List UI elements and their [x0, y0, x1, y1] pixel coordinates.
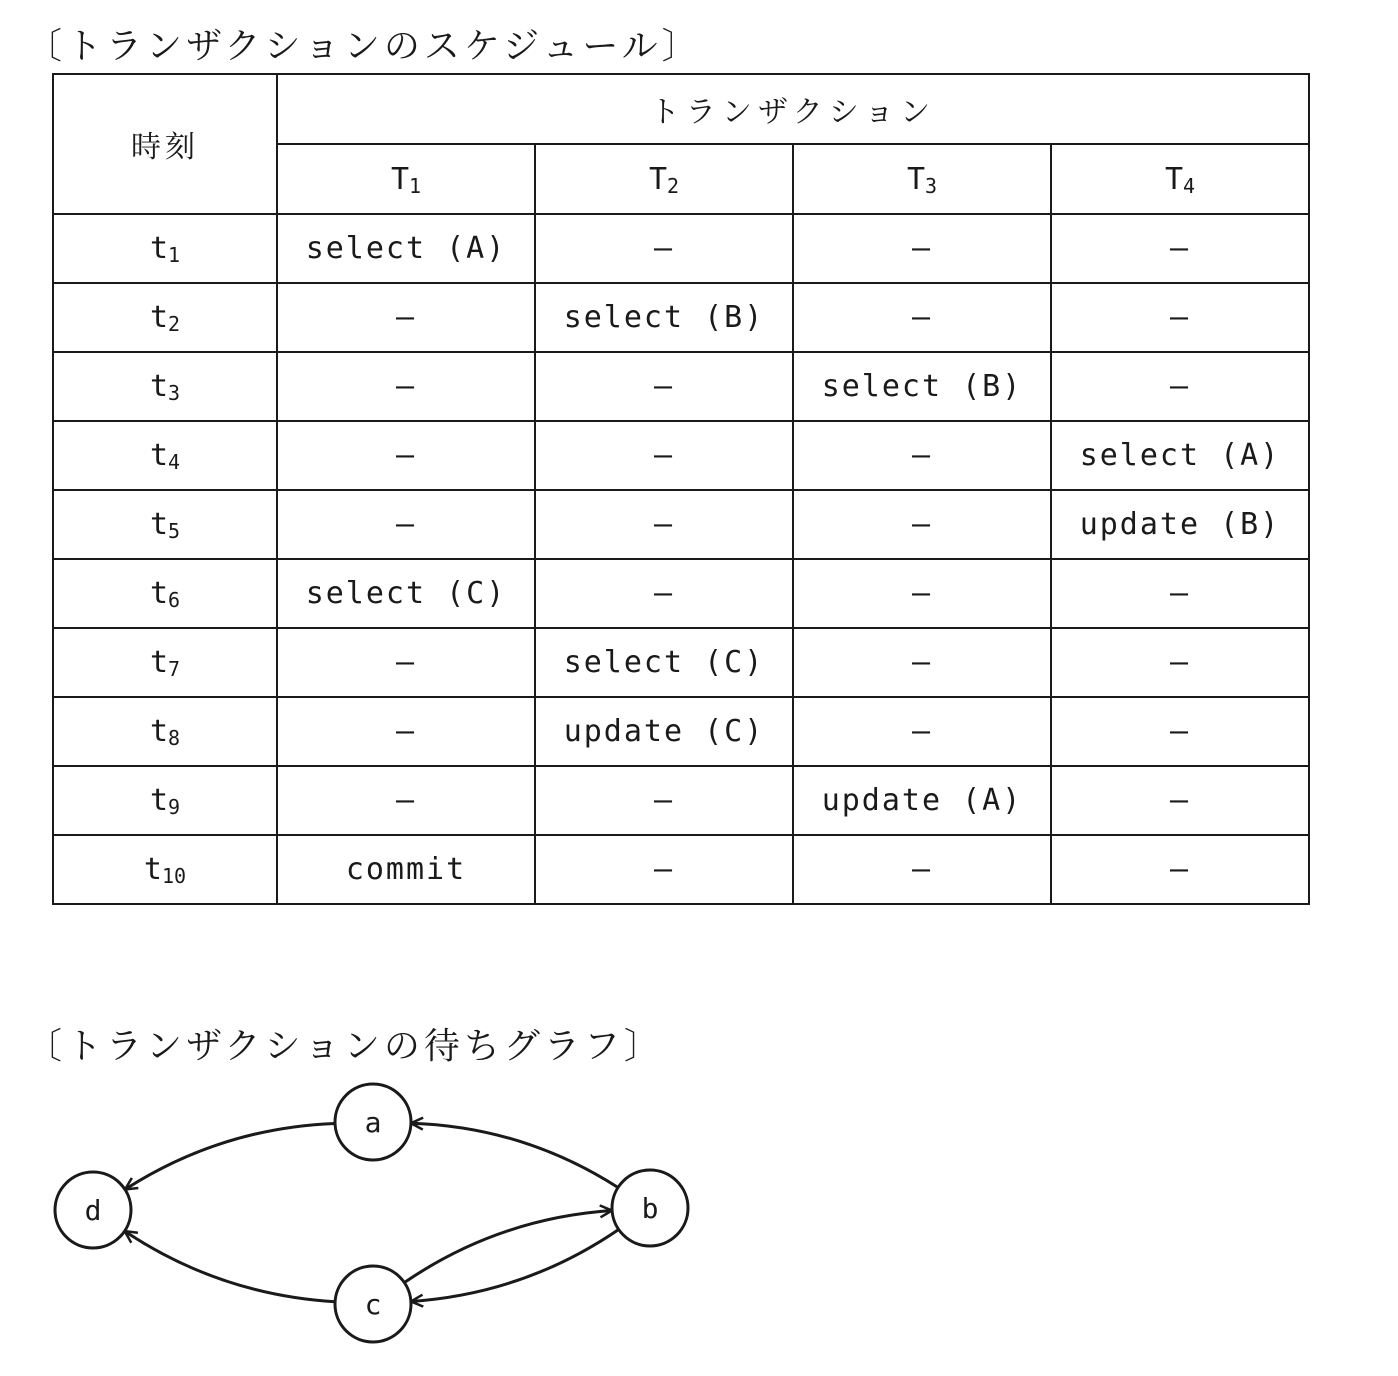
time-cell	[53, 352, 277, 421]
time-cell	[53, 559, 277, 628]
graph-node-c	[335, 1266, 411, 1342]
operation-cell: —	[1051, 628, 1309, 697]
transaction-column-header-t1	[277, 144, 535, 214]
operation-cell: update (A)	[793, 766, 1051, 835]
edge-b-to-c	[411, 1229, 619, 1301]
table-row	[53, 490, 1309, 559]
schedule-title: 〔トランザクションのスケジュール〕	[26, 26, 702, 67]
time-subscript: 10	[161, 864, 187, 888]
time-base: t	[149, 438, 168, 473]
operation-cell: —	[535, 490, 793, 559]
operation-cell: —	[277, 628, 535, 697]
time-subscript: 2	[168, 312, 181, 336]
edge-a-to-d	[125, 1123, 335, 1189]
operation-cell: —	[535, 559, 793, 628]
operation-cell: —	[1051, 697, 1309, 766]
transaction-column-header-t3	[793, 144, 1051, 214]
graph-node-d	[55, 1172, 131, 1248]
operation-cell: —	[277, 421, 535, 490]
operation-cell: select (C)	[277, 559, 535, 628]
operation-cell: —	[1051, 835, 1309, 904]
time-subscript: 6	[168, 588, 181, 612]
operation-cell: —	[793, 559, 1051, 628]
time-subscript: 1	[168, 243, 181, 267]
operation-cell: —	[535, 214, 793, 283]
graph-node-a	[335, 1084, 411, 1160]
schedule-table	[52, 73, 1310, 905]
time-base: t	[149, 507, 168, 542]
time-base: t	[149, 231, 168, 266]
column-header-subscript: 1	[409, 173, 422, 198]
transaction-group-header: トランザクション	[277, 74, 1309, 144]
operation-cell: update (C)	[535, 697, 793, 766]
operation-cell: —	[1051, 283, 1309, 352]
table-row	[53, 835, 1309, 904]
wait-graph-title: 〔トランザクションの待ちグラフ〕	[26, 1026, 664, 1067]
table-row	[53, 421, 1309, 490]
time-cell	[53, 490, 277, 559]
time-base: t	[149, 300, 168, 335]
schedule-body	[53, 214, 1309, 904]
operation-cell: —	[535, 352, 793, 421]
operation-cell: select (B)	[535, 283, 793, 352]
operation-cell: —	[535, 835, 793, 904]
column-header-base: T	[1164, 161, 1184, 197]
node-label: c	[364, 1288, 382, 1321]
time-base: t	[149, 714, 168, 749]
table-row	[53, 559, 1309, 628]
table-row	[53, 283, 1309, 352]
wait-for-graph	[0, 1070, 720, 1360]
operation-cell: —	[277, 283, 535, 352]
time-column-header: 時刻	[53, 74, 277, 214]
operation-cell: —	[1051, 766, 1309, 835]
operation-cell: select (A)	[277, 214, 535, 283]
table-row	[53, 766, 1309, 835]
transaction-column-header-t2	[535, 144, 793, 214]
time-base: t	[149, 645, 168, 680]
time-cell	[53, 697, 277, 766]
time-cell	[53, 214, 277, 283]
operation-cell: —	[793, 697, 1051, 766]
transaction-column-header-t4	[1051, 144, 1309, 214]
operation-cell: —	[535, 421, 793, 490]
column-header-subscript: 3	[925, 173, 938, 198]
operation-cell: select (B)	[793, 352, 1051, 421]
time-cell	[53, 283, 277, 352]
edge-c-to-d	[125, 1231, 335, 1302]
table-row	[53, 628, 1309, 697]
time-cell	[53, 766, 277, 835]
node-label: b	[641, 1192, 659, 1225]
operation-cell: —	[793, 835, 1051, 904]
operation-cell: —	[793, 214, 1051, 283]
time-cell	[53, 628, 277, 697]
edge-c-to-b	[404, 1211, 612, 1283]
operation-cell: —	[793, 421, 1051, 490]
operation-cell: —	[277, 766, 535, 835]
time-base: t	[143, 852, 162, 887]
column-header-base: T	[390, 161, 409, 197]
time-subscript: 4	[168, 450, 181, 474]
operation-cell: update (B)	[1051, 490, 1309, 559]
graph-node-b	[612, 1170, 688, 1246]
column-header-base: T	[648, 161, 667, 197]
operation-cell: —	[277, 352, 535, 421]
operation-cell: commit	[277, 835, 535, 904]
edge-b-to-a	[411, 1123, 618, 1187]
operation-cell: —	[1051, 214, 1309, 283]
column-header-subscript: 4	[1183, 173, 1196, 198]
time-cell	[53, 835, 277, 904]
operation-cell: select (A)	[1051, 421, 1309, 490]
node-label: d	[84, 1194, 102, 1227]
column-header-subscript: 2	[667, 173, 680, 198]
time-base: t	[149, 576, 168, 611]
operation-cell: —	[793, 490, 1051, 559]
column-header-base: T	[906, 161, 925, 197]
node-label: a	[364, 1106, 382, 1139]
time-subscript: 7	[168, 657, 181, 681]
schedule-header-row	[53, 74, 1309, 144]
time-subscript: 9	[168, 795, 181, 819]
operation-cell: select (C)	[535, 628, 793, 697]
time-subscript: 5	[168, 519, 181, 543]
time-base: t	[149, 369, 168, 404]
operation-cell: —	[793, 628, 1051, 697]
table-row	[53, 214, 1309, 283]
operation-cell: —	[1051, 352, 1309, 421]
time-subscript: 3	[168, 381, 181, 405]
time-subscript: 8	[168, 726, 181, 750]
table-row	[53, 697, 1309, 766]
operation-cell: —	[277, 490, 535, 559]
time-cell	[53, 421, 277, 490]
operation-cell: —	[535, 766, 793, 835]
operation-cell: —	[793, 283, 1051, 352]
operation-cell: —	[277, 697, 535, 766]
operation-cell: —	[1051, 559, 1309, 628]
table-row	[53, 352, 1309, 421]
time-base: t	[149, 783, 168, 818]
